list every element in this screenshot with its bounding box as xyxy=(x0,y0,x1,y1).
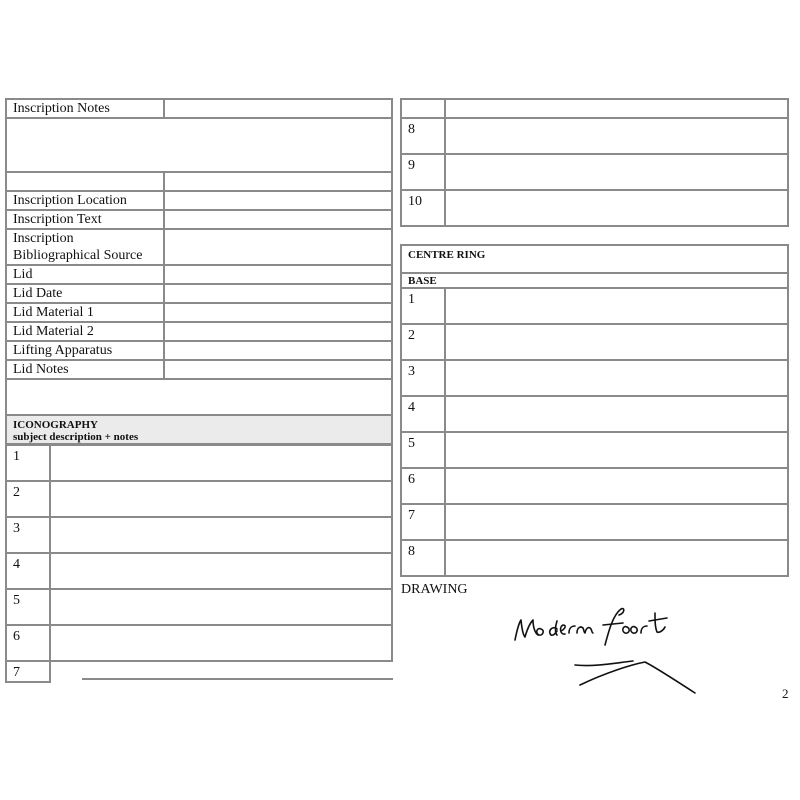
iconography-row-field[interactable] xyxy=(50,481,392,517)
base-row-number: 1 xyxy=(401,288,445,324)
base-row-number: 3 xyxy=(401,360,445,396)
iconography-header xyxy=(6,415,392,444)
row-field[interactable] xyxy=(445,154,788,190)
iconography-title: ICONOGRAPHY xyxy=(13,419,98,431)
base-row-number: 5 xyxy=(401,432,445,468)
base-row-number: 4 xyxy=(401,396,445,432)
iconography-row-number: 4 xyxy=(6,553,50,589)
centre-ring-header: CENTRE RING xyxy=(401,245,788,273)
base-row-number: 6 xyxy=(401,468,445,504)
row-number: 8 xyxy=(401,118,445,154)
iconography-row-number: 2 xyxy=(6,481,50,517)
inscription-notes-header-field[interactable] xyxy=(164,99,392,118)
iconography-row-field[interactable] xyxy=(50,445,392,481)
page-number: 2 xyxy=(782,686,789,701)
inscription-location-field[interactable] xyxy=(164,191,392,210)
iconography-row-number: 1 xyxy=(6,445,50,481)
lid-notes-label: Lid Notes xyxy=(6,360,164,379)
iconography-row-field[interactable] xyxy=(50,517,392,553)
base-row-field[interactable] xyxy=(445,504,788,540)
record-form-left xyxy=(5,98,393,445)
base-row-field[interactable] xyxy=(445,432,788,468)
inscription-location-label: Inscription Location xyxy=(6,191,164,210)
inscription-source-label xyxy=(6,229,164,265)
centre-ring-table xyxy=(400,244,789,577)
drawing-label: DRAWING xyxy=(401,582,468,597)
inscription-source-field[interactable] xyxy=(164,229,392,265)
inscription-source-label-line2: Bibliographical Source xyxy=(13,248,143,263)
base-row-field[interactable] xyxy=(445,324,788,360)
iconography-row-field[interactable] xyxy=(50,553,392,589)
iconography-table xyxy=(5,444,393,683)
lid-material-2-field[interactable] xyxy=(164,322,392,341)
lid-notes-header-field[interactable] xyxy=(164,360,392,379)
lid-label: Lid xyxy=(6,265,164,284)
base-row-field[interactable] xyxy=(445,288,788,324)
inscription-source-label-line1: Inscription xyxy=(13,231,74,246)
lid-field[interactable] xyxy=(164,265,392,284)
iconography-row-number: 7 xyxy=(6,661,50,682)
bottom-rule xyxy=(82,678,393,680)
lid-date-label: Lid Date xyxy=(6,284,164,303)
base-row-field[interactable] xyxy=(445,396,788,432)
base-row-number: 2 xyxy=(401,324,445,360)
blank-label-cell xyxy=(6,172,164,191)
row-field[interactable] xyxy=(445,190,788,226)
signature-drawing xyxy=(505,585,725,705)
blank-number-cell xyxy=(401,99,445,118)
inscription-text-field[interactable] xyxy=(164,210,392,229)
lifting-apparatus-field[interactable] xyxy=(164,341,392,360)
inscription-notes-field[interactable] xyxy=(6,118,392,172)
iconography-row-field[interactable] xyxy=(50,589,392,625)
inscription-notes-label: Inscription Notes xyxy=(6,99,164,118)
row-number: 10 xyxy=(401,190,445,226)
lid-material-1-field[interactable] xyxy=(164,303,392,322)
lifting-apparatus-label: Lifting Apparatus xyxy=(6,341,164,360)
record-form-right-top xyxy=(400,98,789,227)
base-header: BASE xyxy=(401,273,788,288)
row-field[interactable] xyxy=(445,118,788,154)
base-row-field[interactable] xyxy=(445,540,788,576)
base-row-field[interactable] xyxy=(445,360,788,396)
inscription-text-label: Inscription Text xyxy=(6,210,164,229)
lid-date-field[interactable] xyxy=(164,284,392,303)
iconography-row-number: 6 xyxy=(6,625,50,661)
lid-notes-field[interactable] xyxy=(6,379,392,415)
blank-field[interactable] xyxy=(164,172,392,191)
base-row-field[interactable] xyxy=(445,468,788,504)
iconography-row-number: 3 xyxy=(6,517,50,553)
iconography-row-number: 5 xyxy=(6,589,50,625)
blank-field[interactable] xyxy=(445,99,788,118)
base-row-number: 8 xyxy=(401,540,445,576)
iconography-subtitle: subject description + notes xyxy=(13,431,139,443)
iconography-row-field[interactable] xyxy=(50,625,392,661)
row-number: 9 xyxy=(401,154,445,190)
lid-material-2-label: Lid Material 2 xyxy=(6,322,164,341)
lid-material-1-label: Lid Material 1 xyxy=(6,303,164,322)
base-row-number: 7 xyxy=(401,504,445,540)
